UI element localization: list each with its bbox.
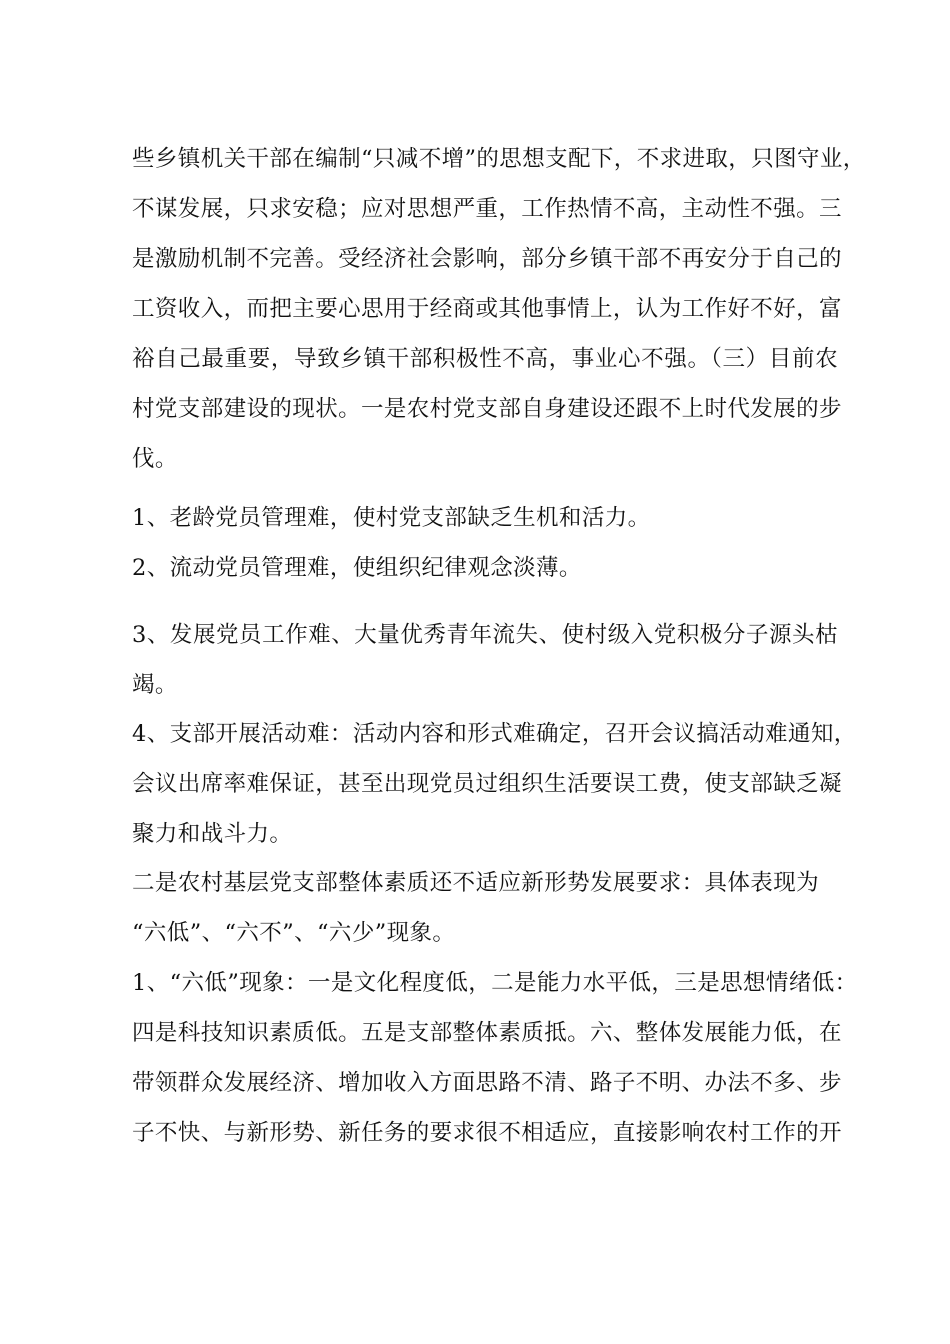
paragraph-township-cadres	[132, 134, 866, 484]
paragraph-line: 聚力和战斗力。	[132, 821, 293, 847]
paragraph-line: 四是科技知识素质低。五是支部整体素质抵。六、整体发展能力低，在	[132, 1020, 842, 1046]
paragraph-line: 是激励机制不完善。受经济社会影响，部分乡镇干部不再安分于自己的	[132, 246, 842, 272]
list-item-member-development	[132, 610, 838, 710]
paragraph-line: 4、支部开展活动难：活动内容和形式难确定，召开会议搞活动难通知，	[132, 721, 857, 747]
list-item-mobile-members	[132, 543, 838, 593]
paragraph-line: 伐。	[132, 446, 178, 472]
paragraph-line: 1、“六低”现象：一是文化程度低，二是能力水平低，三是思想情绪低：	[132, 970, 858, 996]
list-item-elderly-members	[132, 493, 838, 543]
paragraph-line: 3、发展党员工作难、大量优秀青年流失、使村级入党积极分子源头枯	[132, 622, 838, 648]
paragraph-line: 裕自己最重要，导致乡镇干部积极性不高，事业心不强。（三）目前农	[132, 346, 838, 372]
paragraph-line: 二是农村基层党支部整体素质还不适应新形势发展要求：具体表现为	[132, 870, 820, 896]
paragraph-line: 子不快、与新形势、新任务的要求很不相适应，直接影响农村工作的开	[132, 1120, 842, 1146]
paragraph-line: 工资收入，而把主要心思用于经商或其他事情上，认为工作好不好，富	[132, 296, 842, 322]
list-item-branch-activities	[132, 709, 857, 859]
paragraph-line: 竭。	[132, 672, 178, 698]
paragraph-line: 1、老龄党员管理难，使村党支部缺乏生机和活力。	[132, 505, 651, 531]
paragraph-line: 带领群众发展经济、增加收入方面思路不清、路子不明、办法不多、步	[132, 1070, 842, 1096]
list-item-six-lows	[132, 958, 858, 1158]
paragraph-line: 2、流动党员管理难，使组织纪律观念淡薄。	[132, 555, 582, 581]
paragraph-line: 些乡镇机关干部在编制“只减不增”的思想支配下，不求进取，只图守业，	[132, 146, 866, 172]
paragraph-line: “六低”、“六不”、“六少”现象。	[132, 920, 456, 946]
paragraph-overall-quality	[132, 858, 838, 958]
paragraph-line: 会议出席率难保证，甚至出现党员过组织生活要误工费，使支部缺乏凝	[132, 771, 842, 797]
paragraph-line: 不谋发展，只求安稳；应对思想严重，工作热情不高，主动性不强。三	[132, 196, 842, 222]
paragraph-line: 村党支部建设的现状。一是农村党支部自身建设还跟不上时代发展的步	[132, 396, 842, 422]
